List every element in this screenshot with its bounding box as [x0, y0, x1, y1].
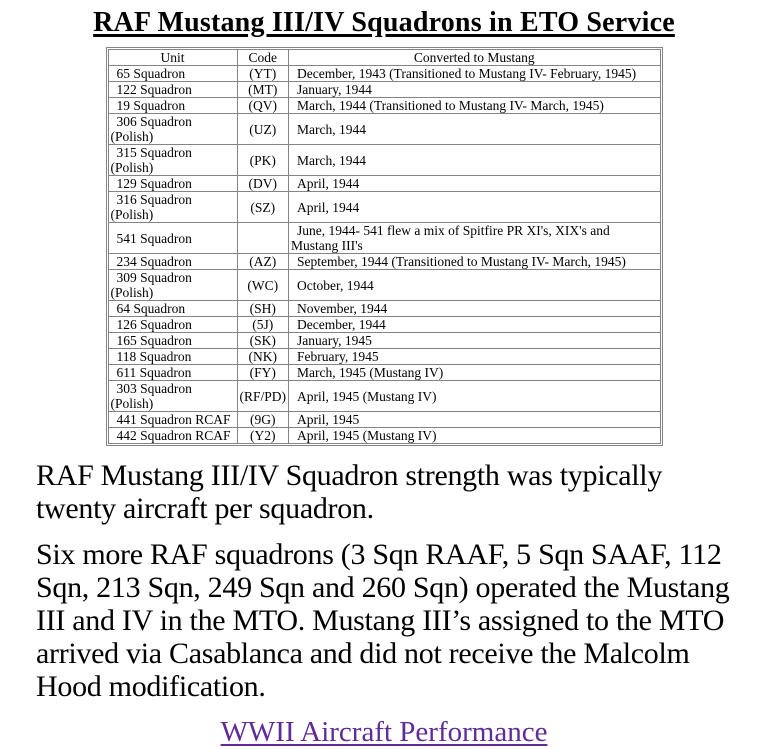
code-cell: (NK) [237, 349, 289, 365]
code-cell: (QV) [237, 98, 289, 114]
code-cell: (SZ) [237, 192, 289, 223]
wwii-aircraft-performance-link[interactable]: WWII Aircraft Performance [220, 716, 548, 748]
code-cell: (PK) [237, 145, 289, 176]
code-cell: (Y2) [237, 428, 289, 444]
code-cell: (SK) [237, 333, 289, 349]
column-header-unit: Unit [108, 50, 237, 66]
unit-cell: 441 Squadron RCAF [108, 412, 237, 428]
unit-cell: 306 Squadron (Polish) [108, 114, 237, 145]
unit-cell: 309 Squadron (Polish) [108, 270, 237, 301]
code-cell: (AZ) [237, 254, 289, 270]
unit-cell: 541 Squadron [108, 223, 237, 254]
table-row [108, 82, 660, 98]
unit-cell: 122 Squadron [108, 82, 237, 98]
table-row [108, 349, 660, 365]
table-row [108, 412, 660, 428]
unit-cell: 316 Squadron (Polish) [108, 192, 237, 223]
code-cell: (9G) [237, 412, 289, 428]
table-row [108, 223, 660, 254]
code-cell: (WC) [237, 270, 289, 301]
code-cell: (FY) [237, 365, 289, 381]
column-header-converted: Converted to Mustang [289, 50, 660, 66]
converted-cell: April, 1945 (Mustang IV) [289, 381, 660, 412]
code-cell: (RF/PD) [237, 381, 289, 412]
page-title: RAF Mustang III/IV Squadrons in ETO Service [93, 7, 675, 38]
converted-cell: June, 1944- 541 flew a mix of Spitfire PR XI's, XIX's and Mustang III's [289, 223, 660, 254]
table-header-row [108, 50, 660, 66]
table-row [108, 365, 660, 381]
unit-cell: 165 Squadron [108, 333, 237, 349]
converted-cell: December, 1943 (Transitioned to Mustang IV- February, 1945) [289, 66, 660, 82]
converted-cell: April, 1945 [289, 412, 660, 428]
table-row [108, 98, 660, 114]
table-row [108, 254, 660, 270]
unit-cell: 64 Squadron [108, 301, 237, 317]
code-cell: (UZ) [237, 114, 289, 145]
converted-cell: April, 1944 [289, 192, 660, 223]
page [0, 7, 768, 750]
table-row [108, 270, 660, 301]
paragraph-squadron-strength: RAF Mustang III/IV Squadron strength was typically twenty aircraft per squadron. [36, 459, 663, 525]
table-row [108, 192, 660, 223]
code-cell: (5J) [237, 317, 289, 333]
table-row [108, 301, 660, 317]
unit-cell: 315 Squadron (Polish) [108, 145, 237, 176]
converted-cell: March, 1945 (Mustang IV) [289, 365, 660, 381]
code-cell: (MT) [237, 82, 289, 98]
unit-cell: 126 Squadron [108, 317, 237, 333]
code-cell: (DV) [237, 176, 289, 192]
converted-cell: March, 1944 [289, 145, 660, 176]
code-cell: (YT) [237, 66, 289, 82]
converted-cell: March, 1944 (Transitioned to Mustang IV- March, 1945) [289, 98, 660, 114]
unit-cell: 442 Squadron RCAF [108, 428, 237, 444]
code-cell: (SH) [237, 301, 289, 317]
table-row [108, 114, 660, 145]
table-body [108, 66, 660, 444]
unit-cell: 234 Squadron [108, 254, 237, 270]
table-row [108, 317, 660, 333]
table-row [108, 176, 660, 192]
unit-cell: 303 Squadron (Polish) [108, 381, 237, 412]
table-row [108, 428, 660, 444]
table-row [108, 333, 660, 349]
paragraph-mto-squadrons: Six more RAF squadrons (3 Sqn RAAF, 5 Sqn SAAF, 112 Sqn, 213 Sqn, 249 Sqn and 260 Sqn) operated the Mustang III and IV in the MTO. Mustang III’s assigned to the MTO arrived via Casablanca and did not receive the Malcolm Hood modification. [36, 538, 730, 703]
converted-cell: February, 1945 [289, 349, 660, 365]
converted-cell: January, 1945 [289, 333, 660, 349]
converted-cell: April, 1944 [289, 176, 660, 192]
table-row [108, 66, 660, 82]
converted-cell: April, 1945 (Mustang IV) [289, 428, 660, 444]
link-container [0, 716, 768, 749]
unit-cell: 19 Squadron [108, 98, 237, 114]
code-cell [237, 223, 289, 254]
column-header-code: Code [237, 50, 289, 66]
converted-cell: January, 1944 [289, 82, 660, 98]
unit-cell: 611 Squadron [108, 365, 237, 381]
unit-cell: 118 Squadron [108, 349, 237, 365]
converted-cell: March, 1944 [289, 114, 660, 145]
unit-cell: 65 Squadron [108, 66, 237, 82]
converted-cell: October, 1944 [289, 270, 660, 301]
table-row [108, 145, 660, 176]
converted-cell: November, 1944 [289, 301, 660, 317]
squadron-table-wrap [106, 47, 663, 446]
unit-cell: 129 Squadron [108, 176, 237, 192]
squadron-table [108, 49, 661, 444]
converted-cell: December, 1944 [289, 317, 660, 333]
table-row [108, 381, 660, 412]
converted-cell: September, 1944 (Transitioned to Mustang IV- March, 1945) [289, 254, 660, 270]
